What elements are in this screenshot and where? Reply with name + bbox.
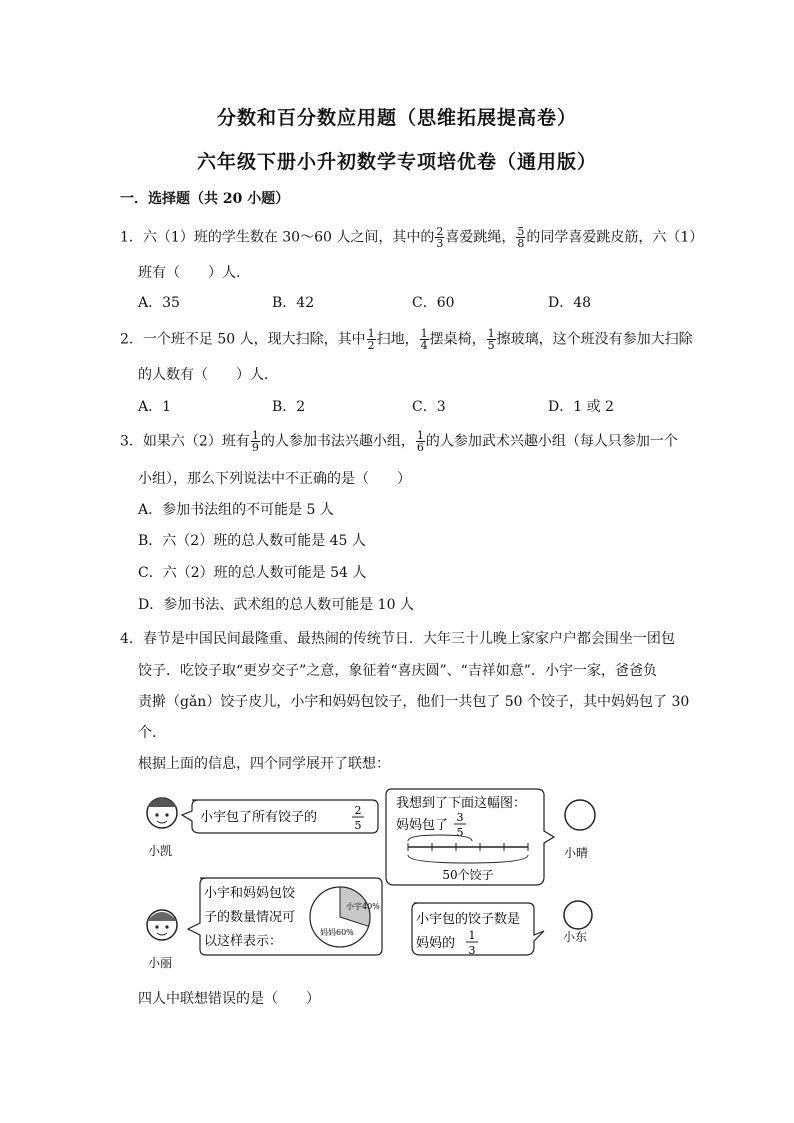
xiaokai-name: 小凯	[148, 844, 173, 858]
q2-text-a: 2．一个班不足 50 人，现大扫除，其中	[120, 331, 366, 348]
xiaokai-figure	[147, 798, 177, 828]
q3-f2-den: 6	[416, 441, 424, 454]
q2-fraction-1	[367, 328, 376, 351]
q1-f1-den: 3	[436, 237, 444, 250]
q1-line2: 班有（ ）人．	[138, 265, 250, 281]
q3-line1	[120, 430, 678, 453]
q1-fraction-1	[435, 226, 444, 249]
q4-line4: 个．	[138, 725, 166, 741]
q4-question: 四人中联想错误的是（ ）	[138, 991, 320, 1007]
q3-text-a: 3．如果六（2）班有	[120, 433, 250, 450]
q2-f1-den: 2	[367, 339, 375, 352]
q2-line2: 的人数有（ ）人．	[138, 367, 278, 383]
q2-fraction-2	[420, 328, 429, 351]
pie-label-mama: 妈妈60%	[320, 928, 354, 937]
xiaodong-speech-2: 妈妈的	[416, 936, 456, 951]
q3-option-b[interactable]: B．六（2）班的总人数可能是 45 人	[138, 533, 366, 549]
xiaoli-speech-1: 小宇和妈妈包饺	[204, 886, 296, 901]
xiaoqing-frac-den: 5	[456, 826, 464, 839]
section-heading: 一．选择题（共 20 小题）	[120, 191, 290, 207]
q3-option-a[interactable]: A．参加书法组的不可能是 5 人	[138, 502, 334, 518]
q3-option-c[interactable]: C．六（2）班的总人数可能是 54 人	[138, 565, 367, 581]
q1-f2-num: 5	[517, 225, 525, 238]
q2-option-a[interactable]: A．1	[138, 399, 172, 415]
q1-text-c: 的同学喜爱跳皮筋，六（1）	[526, 229, 704, 246]
q2-f2-num: 1	[420, 327, 428, 340]
q2-f3-num: 1	[487, 327, 495, 340]
xiaoli-speech-3: 以这样表示：	[204, 934, 283, 949]
q4-line3: 责擀（gǎn）饺子皮儿，小宇和妈妈包饺子，他们一共包了 50 个饺子，其中妈妈包了 30	[138, 694, 690, 710]
q1-fraction-2	[516, 226, 525, 249]
q1-f1-num: 2	[436, 225, 444, 238]
xiaoqing-label: 50个饺子	[442, 868, 494, 882]
q2-fraction-3	[487, 328, 496, 351]
q2-f1-num: 1	[367, 327, 375, 340]
q3-f2-num: 1	[416, 429, 424, 442]
q3-fraction-2	[416, 430, 425, 453]
q3-text-b: 的人参加书法兴趣小组，	[260, 433, 415, 450]
q1-option-c[interactable]: C．60	[412, 295, 455, 311]
xiaoqing-name: 小晴	[564, 846, 589, 860]
q4-line1: 4．春节是中国民间最隆重、最热闹的传统节日．大年三十儿晚上家家户户都会围坐一团包	[120, 631, 675, 647]
q2-option-c[interactable]: C．3	[412, 399, 446, 415]
q1-option-d[interactable]: D．48	[548, 295, 592, 311]
q2-text-c: 摆桌椅，	[429, 331, 486, 348]
xiaoqing-speech-1: 我想到了下面这幅图：	[396, 796, 527, 811]
page-title: 分数和百分数应用题（思维拓展提高卷）	[216, 107, 577, 129]
page-subtitle: 六年级下册小升初数学专项培优卷（通用版）	[196, 151, 597, 173]
q4-line5: 根据上面的信息，四个同学展开了联想：	[138, 756, 390, 772]
q2-line1	[120, 328, 693, 351]
q2-f3-den: 5	[487, 339, 495, 352]
q3-line2: 小组），那么下列说法中不正确的是（ ）	[138, 471, 411, 487]
q4-line2: 饺子．吃饺子取“更岁交子”之意，象征着“喜庆圆”、“吉祥如意”．小宇一家，爸爸负	[138, 663, 657, 679]
xiaoli-figure	[147, 910, 177, 940]
q3-f1-num: 1	[251, 429, 259, 442]
pie-label-xiaoyu: 小宇40%	[346, 902, 380, 911]
q3-f1-den: 9	[251, 441, 259, 454]
q2-option-d[interactable]: D．1 或 2	[548, 399, 614, 415]
xiaodong-name: 小东	[563, 930, 588, 944]
xiaoli-name: 小丽	[148, 956, 173, 970]
xiaoqing-frac-num: 3	[456, 811, 464, 824]
q3-fraction-1	[251, 430, 260, 453]
q1-option-b[interactable]: B．42	[272, 295, 315, 311]
xiaokai-frac-den: 5	[354, 819, 362, 832]
xiaodong-speech-1: 小宇包的饺子数是	[416, 912, 521, 927]
q2-option-b[interactable]: B．2	[272, 399, 306, 415]
q1-option-a[interactable]: A．35	[138, 295, 180, 311]
xiaodong-frac-den: 3	[468, 944, 476, 957]
q3-option-d[interactable]: D．参加书法、武术组的总人数可能是 10 人	[138, 597, 414, 613]
xiaoli-speech-2: 子的数量情况可	[204, 910, 296, 925]
q1-text-b: 喜爱跳绳，	[445, 229, 516, 246]
q2-text-d: 擦玻璃，这个班没有参加大扫除	[496, 331, 693, 348]
xiaoqing-speech-2: 妈妈包了	[396, 818, 449, 833]
xiaodong-figure	[564, 901, 592, 929]
xiaokai-frac-num: 2	[354, 804, 362, 817]
q1-f2-den: 8	[517, 237, 525, 250]
q2-text-b: 扫地，	[376, 331, 419, 348]
xiaodong-frac-num: 1	[468, 929, 476, 942]
q1-text-a: 1．六（1）班的学生数在 30～60 人之间，其中的	[120, 229, 435, 246]
xiaokai-speech: 小宇包了所有饺子的	[200, 810, 318, 825]
xiaoqing-figure	[565, 800, 595, 830]
q3-text-c: 的人参加武术兴趣小组（每人只参加一个	[425, 433, 678, 450]
q2-f2-den: 4	[420, 339, 428, 352]
q1-line1	[120, 226, 703, 249]
